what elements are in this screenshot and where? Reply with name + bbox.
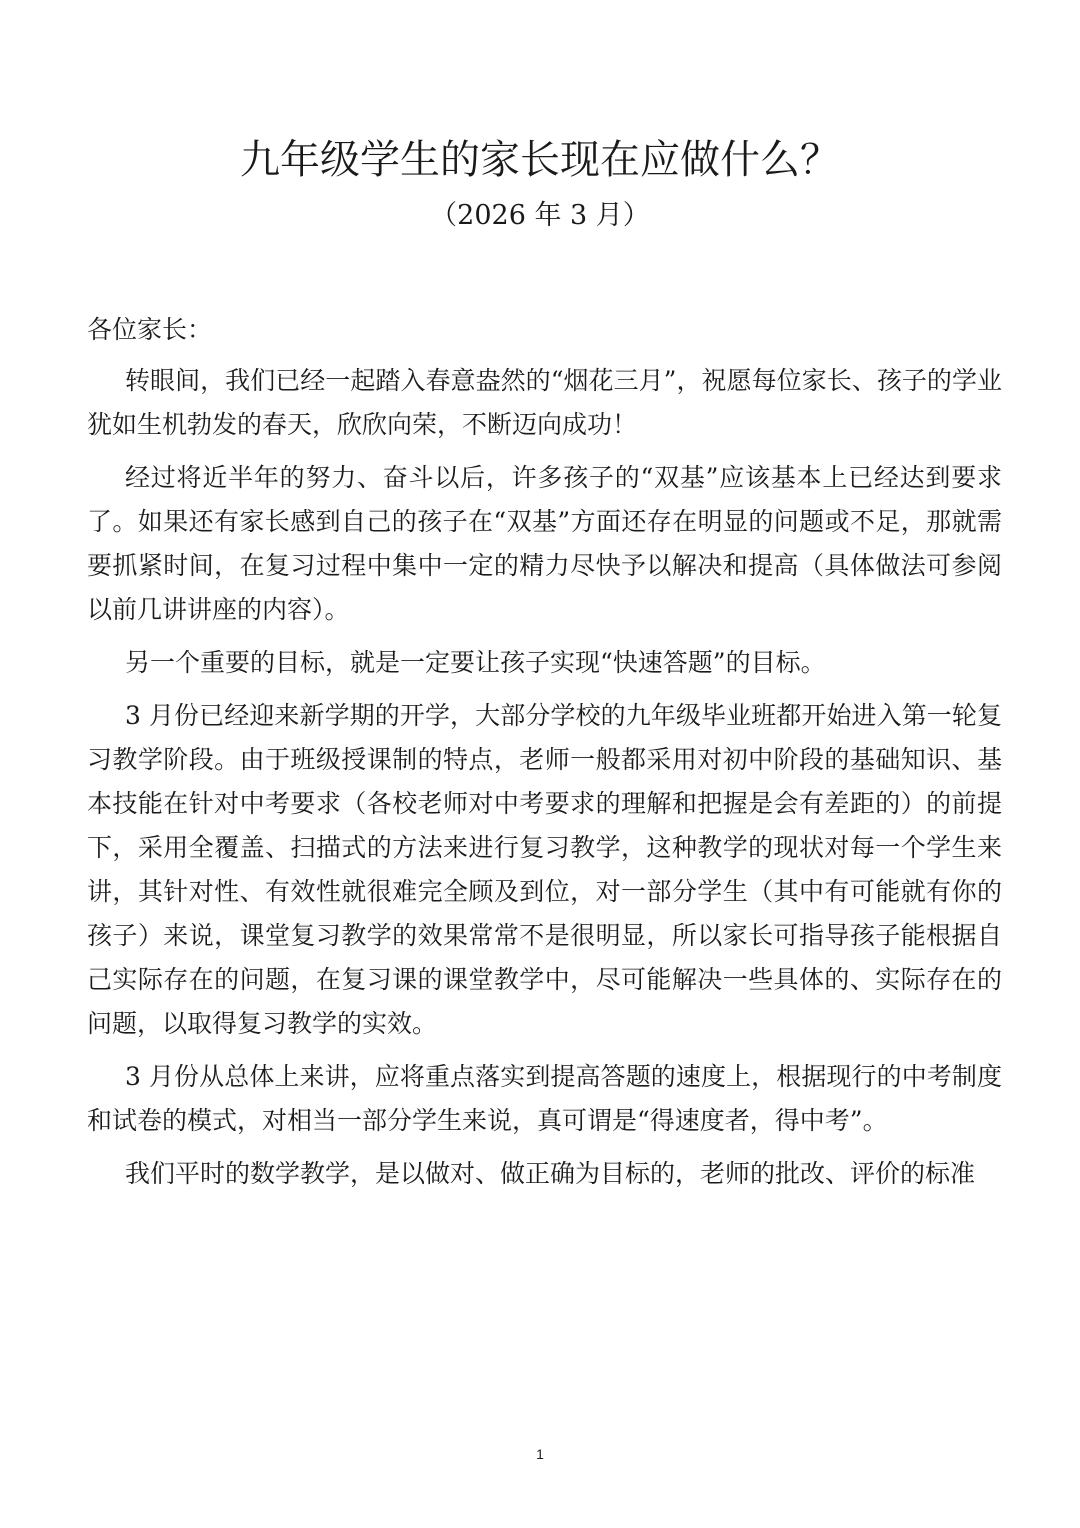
greeting: 各位家长： bbox=[87, 315, 213, 344]
paragraph: 另一个重要的目标，就是一定要让孩子实现“快速答题”的目标。 bbox=[125, 648, 826, 677]
document-title: 九年级学生的家长现在应做什么？ bbox=[240, 137, 840, 183]
document-body bbox=[87, 308, 1002, 1205]
paragraph: 3 月份从总体上来讲，应将重点落实到提高答题的速度上，根据现行的中考制度和试卷的模式，对相当一部分学生来说，真可谓是“得速度者，得中考”。 bbox=[87, 1062, 1002, 1135]
paragraph: 转眼间，我们已经一起踏入春意盎然的“烟花三月”，祝愿每位家长、孩子的学业犹如生机勃发的春天，欣欣向荣，不断迈向成功！ bbox=[87, 366, 1002, 439]
page-number: 1 bbox=[536, 1446, 544, 1462]
paragraph: 我们平时的数学教学，是以做对、做正确为目标的，老师的批改、评价的标准 bbox=[125, 1159, 976, 1188]
document-date: （2026 年 3 月） bbox=[430, 200, 650, 231]
paragraph: 经过将近半年的努力、奋斗以后，许多孩子的“双基”应该基本上已经达到要求了。如果还有家长感到自己的孩子在“双基”方面还存在明显的问题或不足，那就需要抓紧时间，在复习过程中集中一定的精力尽快予以解决和提高（具体做法可参阅以前几讲讲座的内容）。 bbox=[87, 463, 1002, 624]
paragraph: 3 月份已经迎来新学期的开学，大部分学校的九年级毕业班都开始进入第一轮复习教学阶段。由于班级授课制的特点，老师一般都采用对初中阶段的基础知识、基本技能在针对中考要求（各校老师对中考要求的理解和把握是会有差距的）的前提下，采用全覆盖、扫描式的方法来进行复习教学，这种教学的现状对每一个学生来讲，其针对性、有效性就很难完全顾及到位，对一部分学生（其中有可能就有你的孩子）来说，课堂复习教学的效果常常不是很明显，所以家长可指导孩子能根据自己实际存在的问题，在复习课的课堂教学中，尽可能解决一些具体的、实际存在的问题，以取得复习教学的实效。 bbox=[87, 701, 1002, 1038]
